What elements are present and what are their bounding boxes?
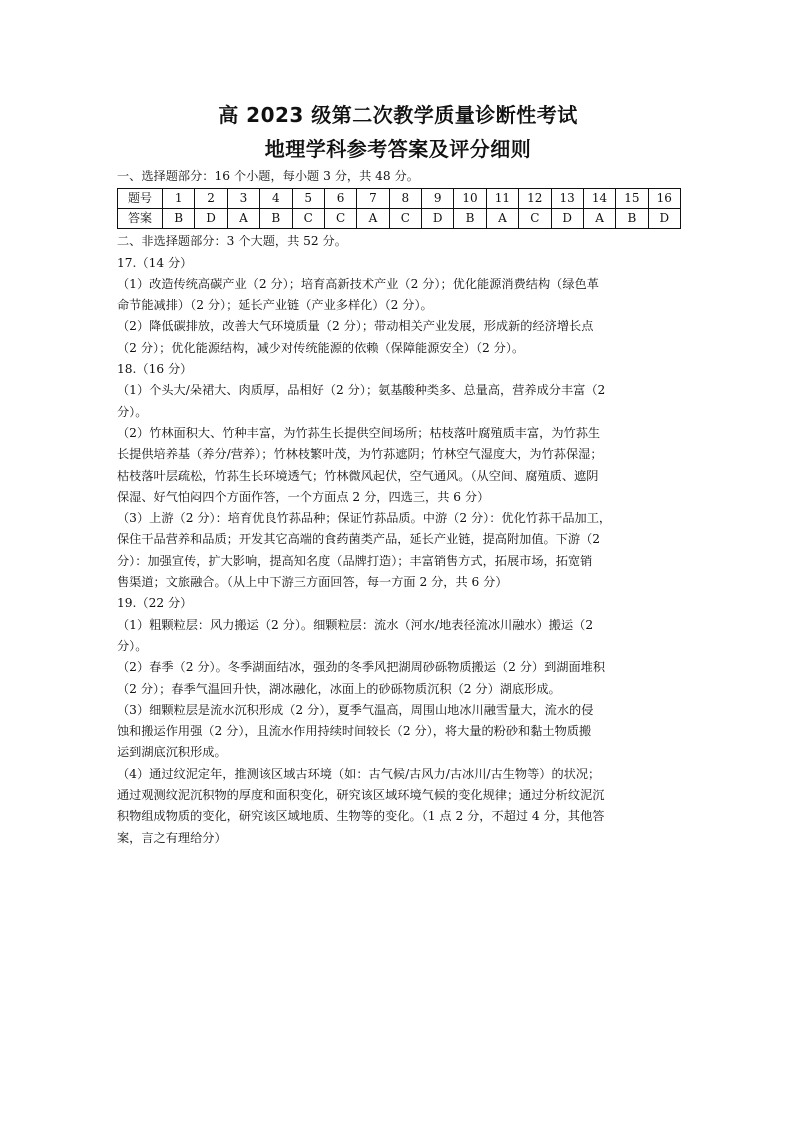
answer-line: 命节能减排）（2 分）；延长产业链（产业多样化）（2 分）。 bbox=[117, 298, 433, 313]
answer-line: （2）春季（2 分）。冬季湖面结冰，强劲的冬季风把湖周砂砾物质搬运（2 分）到湖面堆积 bbox=[117, 660, 606, 675]
question-19 bbox=[117, 593, 679, 849]
question-title: 18.（16 分） bbox=[117, 362, 193, 377]
table-cell: B bbox=[454, 209, 486, 229]
table-cell: 16 bbox=[648, 189, 680, 209]
answer-line: 分）：加强宣传，扩大影响，提高知名度（品牌打造）；丰富销售方式，拓展市场，拓宽销 bbox=[117, 553, 593, 568]
table-cell: 1 bbox=[163, 189, 195, 209]
table-cell: D bbox=[422, 209, 454, 229]
answer-line: （3）细颗粒层是流水沉积形成（2 分），夏季气温高，周围山地冰川融雪量大，流水的侵 bbox=[117, 702, 594, 717]
table-cell: B bbox=[163, 209, 195, 229]
answer-line: （1）个头大/朵裙大、肉质厚，品相好（2 分）；氨基酸种类多、总量高，营养成分丰富（2 bbox=[117, 383, 606, 398]
answer-line: 案，言之有理给分） bbox=[117, 830, 227, 845]
table-cell: C bbox=[324, 209, 356, 229]
table-cell: 2 bbox=[195, 189, 227, 209]
answer-line: （4）通过纹泥定年，推测该区域古环境（如：古气候/古风力/古冰川/古生物等）的状况； bbox=[117, 766, 601, 781]
answer-line: 枯枝落叶层疏松，竹荪生长环境透气；竹林微风起伏，空气通风。（从空间、腐殖质、遮阴 bbox=[117, 468, 599, 483]
table-cell: 4 bbox=[260, 189, 292, 209]
answer-line: 保湿、好气怕闷四个方面作答，一个方面点 2 分，四选三，共 6 分） bbox=[117, 489, 490, 504]
question-title: 19.（22 分） bbox=[117, 596, 193, 611]
answer-line: 通过观测纹泥沉积物的厚度和面积变化，研究该区域环境气候的变化规律；通过分析纹泥沉 bbox=[117, 788, 605, 803]
table-cell: 12 bbox=[519, 189, 551, 209]
table-cell: 6 bbox=[324, 189, 356, 209]
table-cell: C bbox=[389, 209, 421, 229]
answer-line: （3）上游（2 分）：培育优良竹荪品种；保证竹荪品质。中游（2 分）：优化竹荪干品加工， bbox=[117, 511, 612, 526]
table-cell: B bbox=[260, 209, 292, 229]
answer-sheet-page bbox=[117, 98, 679, 849]
table-cell: B bbox=[616, 209, 648, 229]
table-cell: 8 bbox=[389, 189, 421, 209]
answer-line: 分）。 bbox=[117, 638, 148, 653]
question-17 bbox=[117, 253, 679, 359]
section2-heading: 二、非选择题部分：3 个大题，共 52 分。 bbox=[117, 234, 347, 249]
question-number-row bbox=[118, 189, 681, 209]
answer-line: （2 分）；优化能源结构，减少对传统能源的依赖（保障能源安全）（2 分）。 bbox=[117, 340, 525, 355]
answer-line: 运到湖底沉积形成。 bbox=[117, 745, 227, 760]
table-cell: 13 bbox=[551, 189, 583, 209]
table-cell: 5 bbox=[292, 189, 324, 209]
table-cell: 14 bbox=[583, 189, 615, 209]
answer-line: 长提供培养基（养分/营养）；竹林枝繁叶茂，为竹荪遮阴；竹林空气湿度大，为竹荪保湿； bbox=[117, 447, 603, 462]
answer-line: 保住干品营养和品质；开发其它高端的食药菌类产品，延长产业链，提高附加值。下游（2 bbox=[117, 532, 601, 547]
table-cell: 10 bbox=[454, 189, 486, 209]
answer-row bbox=[118, 209, 681, 229]
answer-line: 积物组成物质的变化，研究该区域地质、生物等的变化。（1 点 2 分，不超过 4 分，其他答 bbox=[117, 809, 605, 824]
table-cell: 11 bbox=[486, 189, 518, 209]
exam-title: 高 2023 级第二次教学质量诊断性考试 bbox=[218, 103, 578, 127]
answer-table bbox=[117, 188, 681, 229]
table-cell: D bbox=[551, 209, 583, 229]
answer-line: 分）。 bbox=[117, 404, 148, 419]
answer-line: （2）竹林面积大、竹种丰富，为竹荪生长提供空间场所；枯枝落叶腐殖质丰富，为竹荪生 bbox=[117, 425, 601, 440]
question-18 bbox=[117, 359, 679, 593]
table-cell: 7 bbox=[357, 189, 389, 209]
table-cell: A bbox=[486, 209, 518, 229]
answer-line: （1）粗颗粒层：风力搬运（2 分）。细颗粒层：流水（河水/地表径流冰川融水）搬运（2 bbox=[117, 617, 594, 632]
table-cell: 9 bbox=[422, 189, 454, 209]
table-cell: C bbox=[292, 209, 324, 229]
question-title: 17.（14 分） bbox=[117, 255, 193, 270]
exam-subtitle: 地理学科参考答案及评分细则 bbox=[264, 137, 532, 161]
table-cell: 15 bbox=[616, 189, 648, 209]
answer-line: （2）降低碳排放，改善大气环境质量（2 分）；带动相关产业发展，形成新的经济增长点 bbox=[117, 319, 594, 334]
table-cell: A bbox=[227, 209, 259, 229]
answer-line: （1）改造传统高碳产业（2 分）；培育高新技术产业（2 分）；优化能源消费结构（绿色革 bbox=[117, 276, 599, 291]
row-label-answers: 答案 bbox=[118, 209, 163, 229]
table-cell: C bbox=[519, 209, 551, 229]
table-cell: D bbox=[648, 209, 680, 229]
row-label-numbers: 题号 bbox=[118, 189, 163, 209]
answer-line: 蚀和搬运作用强（2 分），且流水作用持续时间较长（2 分），将大量的粉砂和黏土物质搬 bbox=[117, 724, 592, 739]
section1-heading: 一、选择题部分：16 个小题，每小题 3 分，共 48 分。 bbox=[117, 169, 419, 183]
answer-line: （2 分）；春季气温回升快，湖冰融化，冰面上的砂砾物质沉积（2 分）湖底形成。 bbox=[117, 681, 561, 696]
table-cell: 3 bbox=[227, 189, 259, 209]
table-cell: D bbox=[195, 209, 227, 229]
table-cell: A bbox=[583, 209, 615, 229]
answer-line: 售渠道；文旅融合。（从上中下游三方面回答，每一方面 2 分，共 6 分） bbox=[117, 575, 508, 590]
table-cell: A bbox=[357, 209, 389, 229]
